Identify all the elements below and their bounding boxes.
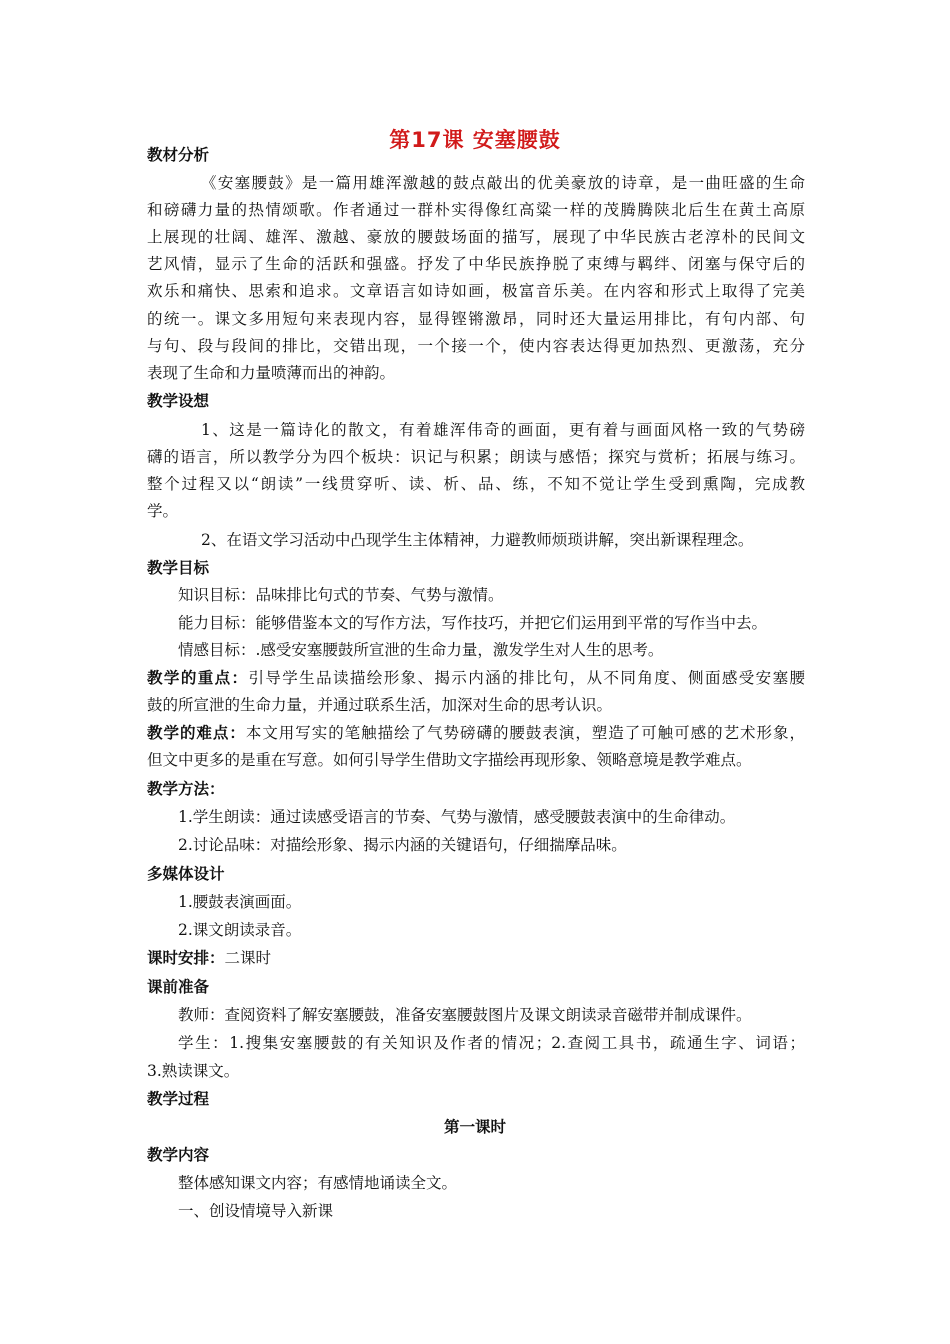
media-item: 1.腰鼓表演画面。 (178, 893, 302, 911)
section-heading-goals: 教学目标 (147, 559, 210, 577)
analysis-line: 欢乐和痛快、思索和追求。文章语言如诗如画，极富音乐美。在内容和形式上取得了完美 (147, 282, 805, 300)
design-paragraph-2: 2、在语文学习活动中凸现学生主体精神，力避教师烦琐讲解，突出新课程理念。 (201, 531, 754, 549)
goal-item-emotion: 情感目标：.感受安塞腰鼓所宣泄的生命力量，激发学生对人生的思考。 (178, 641, 664, 659)
analysis-line: 和磅礴力量的热情颂歌。作者通过一群朴实得像红高粱一样的茂腾腾陕北后生在黄土高原 (147, 201, 805, 219)
design-line: 1、这是一篇诗化的散文，有着雄浑伟奇的画面，更有着与画面风格一致的气势磅 (201, 421, 805, 439)
design-line: 整个过程又以“朗读”一线贯穿听、读、析、品、练，不知不觉让学生受到熏陶，完成教 (147, 475, 805, 493)
section-heading-process: 教学过程 (147, 1090, 210, 1108)
section-heading-methods: 教学方法： (147, 780, 225, 798)
schedule-value: 二课时 (224, 949, 272, 967)
method-item: 2.讨论品味：对描绘形象、揭示内涵的关键语句，仔细揣摩品味。 (178, 836, 627, 854)
schedule-line (147, 948, 271, 968)
prep-student-line: 3.熟读课文。 (147, 1062, 240, 1080)
section-heading-media: 多媒体设计 (147, 865, 225, 883)
analysis-line: 艺风情，显示了生命的活跃和强盛。抒发了中华民族挣脱了束缚与羁绊、闭塞与保守后的 (147, 255, 805, 273)
media-item: 2.课文朗读录音。 (178, 921, 302, 939)
difficulty-text: 本文用写实的笔触描绘了气势磅礴的腰鼓表演，塑造了可触可感的艺术形象， (245, 724, 805, 742)
difficulty-line: 但文中更多的是重在写意。如何引导学生借助文字描绘再现形象、领略意境是教学难点。 (147, 751, 752, 769)
analysis-line: 表现了生命和力量喷薄而出的神韵。 (147, 364, 396, 382)
key-point-text: 引导学生品读描绘形象、揭示内涵的排比句，从不同角度、侧面感受安塞腰 (248, 669, 805, 687)
section-heading-prep: 课前准备 (147, 978, 210, 996)
goal-item-ability: 能力目标：能够借鉴本文的写作方法，写作技巧，并把它们运用到平常的写作当中去。 (178, 614, 768, 632)
section-heading-design: 教学设想 (147, 392, 210, 410)
analysis-line: 与句、段与段间的排比，交错出现，一个接一个，使内容表达得更加热烈、更激荡，充分 (147, 337, 805, 355)
schedule-label: 课时安排： (147, 949, 225, 967)
prep-student-line: 学生：1.搜集安塞腰鼓的有关知识及作者的情况；2.查阅工具书，疏通生字、词语； (178, 1034, 805, 1052)
difficulty-line (147, 723, 805, 743)
section-heading-content: 教学内容 (147, 1146, 210, 1164)
section-heading-analysis: 教材分析 (147, 146, 210, 164)
key-point-line (147, 668, 805, 688)
prep-teacher: 教师：查阅资料了解安塞腰鼓，准备安塞腰鼓图片及课文朗读录音磁带并制成课件。 (178, 1006, 752, 1024)
key-point-label: 教学的重点： (147, 669, 249, 687)
design-line: 学。 (147, 502, 179, 520)
content-text: 整体感知课文内容；有感情地诵读全文。 (178, 1174, 458, 1192)
key-point-line: 鼓的所宣泄的生命力量，并通过联系生活，加深对生命的思考认识。 (147, 696, 613, 714)
method-item: 1.学生朗读：通过读感受语言的节奏、气势与激情，感受腰鼓表演中的生命律动。 (178, 808, 736, 826)
period-heading: 第一课时 (443, 1118, 506, 1136)
difficulty-label: 教学的难点： (147, 724, 246, 742)
lesson-title: 第17课 安塞腰鼓 (389, 128, 561, 152)
design-line: 礴的语言，所以教学分为四个板块：识记与积累；朗读与感悟；探究与赏析；拓展与练习。 (147, 448, 805, 466)
process-step-1: 一、创设情境导入新课 (178, 1202, 334, 1220)
analysis-line: 上展现的壮阔、雄浑、激越、豪放的腰鼓场面的描写，展现了中华民族古老淳朴的民间文 (147, 228, 805, 246)
analysis-line: 《安塞腰鼓》是一篇用雄浑激越的鼓点敲出的优美豪放的诗章，是一曲旺盛的生命 (201, 174, 805, 192)
goal-item-knowledge: 知识目标：品味排比句式的节奏、气势与激情。 (178, 586, 504, 604)
analysis-line: 的统一。课文多用短句来表现内容，显得铿锵激昂，同时还大量运用排比，有句内部、句 (147, 310, 805, 328)
